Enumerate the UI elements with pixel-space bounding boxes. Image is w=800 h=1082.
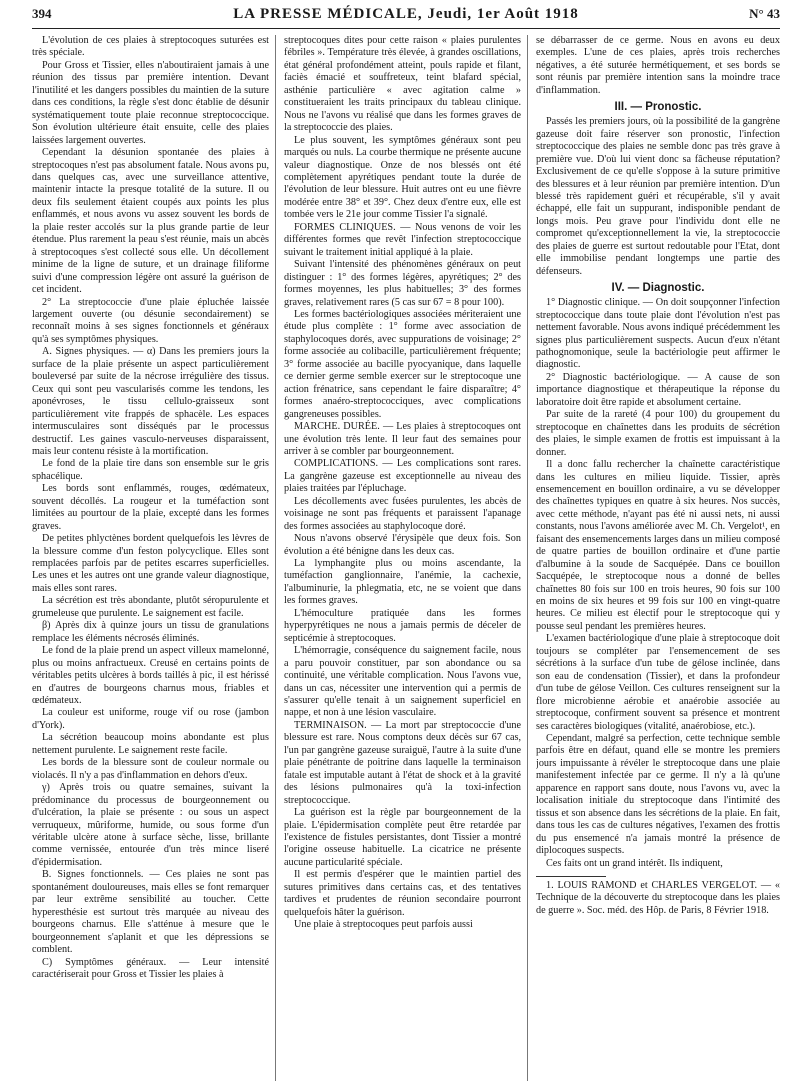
paragraph: Ces faits ont un grand intérêt. Ils indiquent, <box>546 857 723 869</box>
section-pronostic-title: III. — Pronostic. <box>614 101 702 114</box>
paragraph: 2° Diagnostic bactériologique. — A cause de son importance diagnostique et thérapeutique la réponse du laboratoire doit être rapide et absolument certaine. <box>536 371 780 408</box>
paragraph: La guérison est la règle par bourgeonnement de la plaie. L'épidermisation complète peut être retardée par l'existence de fistules persistantes, dont Tissier a montré l'origine osseuse habituelle. La cicatrice ne présente aucune particularité spéciale. <box>284 807 521 868</box>
paragraph: Une plaie à streptocoques peut parfois aussi <box>294 919 473 931</box>
paragraph: Suivant l'intensité des phénomènes généraux on peut distinguer : 1° des formes légères, apyrétiques; 2° des formes moyennes, les plus habituelles; 3° des formes graves, relativement rares (5 cas sur 67 = 8 pour 100). <box>284 259 521 308</box>
paragraph: Les formes bactériologiques associées mériteraient une étude plus complète : 1° forme avec association de staphylocoques dorés, avec suppurations de voisinage; 2° forme associée au colibacille, particulièrement fréquente; 3° forme associée au bacille pyocyanique, dans laquelle ce dernier germe semble exercer sur le streptocoque une action frénatrice, sans cependant le faire disparaître; 4° formes anaéro-streptococciques, avec complications gangreneuses possibles. <box>284 308 521 420</box>
footnote-divider <box>536 876 606 877</box>
paragraph: B. Signes fonctionnels. — Ces plaies ne sont pas spontanément douloureuses, mais elles se font remarquer par leur extrême sensibilité au toucher. Cette hyperesthésie est surtout très marquée au niveau des bourgeons charnus. Elle s'atténue à mesure que le bourgeonnement s'aplanit et que les dépressions se comblent. <box>32 869 269 956</box>
journal-title-line <box>92 6 720 23</box>
paragraph: β) Après dix à quinze jours un tissu de granulations remplace les éléments nécrosés éliminés. <box>32 620 269 644</box>
paragraph: L'examen bactériologique d'une plaie à streptocoque doit toujours se compléter par l'ensemencement de ses sécrétions à la surface d'un tube de gélose inclinée, dans son eau de condensation (Tissier), et dans la profondeur d'un tube de gélose Veillon. Ces cultures renseignent sur la flore microbienne aérobie et anaérobie associée au streptocoque, confirment souvent sa présence et montrent ses caractères biologiques (vitalité, anaérobiose, etc.). <box>536 633 780 732</box>
page-number: 394 <box>32 6 52 21</box>
paragraph: Pour Gross et Tissier, elles n'aboutiraient jamais à une réunion des tissus par première intention. Devant l'inutilité et les dangers possibles du maintien de la suture dans ces conditions, la règle s'est donc établie de désunir systématiquement toute plaie reconnue streptococcique. Son évolution ultérieure était ensuite, celle des plaies laissées largement ouvertes. <box>32 59 269 146</box>
section-diagnostic-title: IV. — Diagnostic. <box>611 282 705 295</box>
paragraph: A. Signes physiques. — α) Dans les premiers jours la surface de la plaie présente un aspect particulièrement bouleversé par suite de la nécrose irrégulière des tissus. Ceux qui sont peu vascularisés comme les tendons, les aponévroses, le tissu cellulo-graisseux sont particulièrement vite frappés de sphacèle. Les espaces intermusculaires sont disséqués par le processus destructif. Les gaines vasculo-nerveuses disparaissent, mais leur contenu résiste à la mortification. <box>32 346 269 457</box>
paragraph: Les décollements avec fusées purulentes, les abcès de voisinage ne sont pas fréquents et paraissent l'apanage des formes associées au staphylocoque doré. <box>284 495 521 532</box>
paragraph: Les bords sont enflammés, rouges, œdémateux, souvent décollés. La rougeur et la tuméfaction sont limitées au pourtour de la plaie, excepté dans les formes graves. <box>32 483 269 532</box>
paragraph: MARCHE. DURÉE. — Les plaies à streptocoques ont une évolution très lente. Il leur faut des semaines pour arriver à se combler par bourgeonnement. <box>284 421 521 457</box>
paragraph: L'évolution de ces plaies à streptocoques suturées est très spéciale. <box>32 35 269 59</box>
paragraph: Le fond de la plaie prend un aspect villeux mamelonné, plus ou moins anfractueux. Creusé en certains points de véritables petits ulcères à bords taillés à pic, il est hérissé en d'autres de bourgeons charnus mous, friables et œdémateux. <box>32 645 269 707</box>
paragraph: γ) Après trois ou quatre semaines, suivant la prédominance du processus de bourgeonnement ou d'ulcération, la plaie se présente : ou sous un aspect verruqueux, mûriforme, humide, ou sous forme d'un véritable ulcère atone à surface sèche, lisse, brillante comme vernissée, entourée d'un très mince liseré d'épidermisation. <box>32 782 269 868</box>
paragraph: streptocoques dites pour cette raison « plaies purulentes fébriles ». Température très élevée, à grandes oscillations, état général profondément atteint, pouls rapide et filant, faciès émacié et souffreteux, teint blafard spécial, asthénie particulière « avec agitation calme » constitueraient les traits principaux du tableau clinique. Nous ne l'avons vu réalisé que dans les formes graves de la streptococcie des plaies. <box>284 35 521 134</box>
paragraph: Cependant la désunion spontanée des plaies à streptocoques n'est pas absolument fatale. Nous avons pu, dans quelques cas, avec une surveillance attentive, maintenir intacte la presque totalité de la suture. Il ou deux fils seulement étaient coupés aux points les plus enflammés, et nous avons vu assez souvent les bords de la plaie rester accolés sur la plus grande partie de leur étendue. Plus rarement la peau s'est réunie, mais un abcès à streptocoques s'est collecté sous elle. Un décollement minime de la ligne de suture, et un drainage filiforme suivi d'une compression légère ont assuré la guérison de cet incident. <box>32 147 269 296</box>
paragraph: Le plus souvent, les symptômes généraux sont peu marqués ou nuls. La courbe thermique ne présente aucune valeur diagnostique. Onze de nos blessés ont été complètement apyrétiques pendant toute la durée de l'évolution de leur blessure. Huit autres ont eu une fièvre modérée entre 38° et 39°. Chez deux d'entre eux, elle est tombée vers le 21e jour comme Tissier l'a signalé. <box>284 134 521 221</box>
column-1 <box>32 35 276 1081</box>
paragraph: Il a donc fallu rechercher la chaînette caractéristique dans les cultures en milieu liquide. Tissier, après ensemencement en bouillon ordinaire, a vu se développer des chaînettes typiques en quatre à six heures. Nos succès, avec cette méthode, n'ayant pas été ni aussi nets, ni aussi constants, nous l'avons améliorée avec M. Ch. Vergelot¹, en faisant des ensemencements larges dans un milieu composé de quatre parties de bouillon ordinaire et d'une partie d'albumine à la soude de Sacquépée. Dans ce bouillon Sacquépée, le streptocoque nous a donné de belles chaînettes 80 fois sur 100 en trois heures, 90 fois sur 100 en moins de six heures et 99 fois sur 100 en vingt-quatre heures. Ce milieu est électif pour le streptocoque qui y pousse seul pendant les premières heures. <box>536 459 780 632</box>
paragraph: 1° Diagnostic clinique. — On doit soupçonner l'infection streptococcique dans toute plaie dont l'évolution n'est pas nettement favorable. Nous avons indiqué précédemment les signes plus particulièrement suspects. Aucun d'eux n'étant pathognomonique, seule la bactériologie peut affirmer le diagnostic. <box>536 297 780 371</box>
paragraph: COMPLICATIONS. — Les complications sont rares. La gangrène gazeuse est exceptionnelle au niveau des plaies traitées par l'épluchage. <box>284 458 521 495</box>
issue-date: Jeudi, 1er Août 1918 <box>427 6 579 22</box>
journal-title: LA PRESSE MÉDICALE, <box>233 6 423 22</box>
issue-number: N° 43 <box>749 6 780 21</box>
paragraph: Nous n'avons observé l'érysipèle que deux fois. Son évolution a été bénigne dans les deux cas. <box>284 533 521 557</box>
paragraph: TERMINAISON. — La mort par streptococcie d'une blessure est rare. Nous comptons deux décès sur 67 cas, l'un par gangrène gazeuse suraiguë, l'autre à la suite d'une plaie pénétrante de poitrine dans laquelle la terminaison fatale est imputable autant à l'état de shock et à la gravité des lésions pulmonaires qu'à la toxi-infection streptococcique. <box>284 719 521 806</box>
column-3-intro: se débarrasser de ce germe. Nous en avons eu deux exemples. L'une de ces plaies, après trois recherches négatives, a été suturée hermétiquement, et ses bords se sont réunis par première intention sans la moindre trace d'inflammation. <box>536 35 780 96</box>
paragraph: Les bords de la blessure sont de couleur normale ou violacés. Il n'y a pas d'inflammation en dehors d'eux. <box>32 757 269 781</box>
footnote: 1. LOUIS RAMOND et CHARLES VERGELOT. — « Technique de la découverte du streptocoque dans les plaies de guerre ». Soc. méd. des Hôp. de Paris, 8 Février 1918. <box>536 880 780 916</box>
paragraph: C) Symptômes généraux. — Leur intensité caractériserait pour Gross et Tissier les plaies à <box>32 956 269 980</box>
paragraph: La sécrétion est très abondante, plutôt séropurulente et grumeleuse que purulente. Le saignement est facile. <box>32 595 269 619</box>
paragraph: L'hémoculture pratiquée dans les formes hyperpyrétiques ne nous a jamais permis de déceler de septicémie à streptocoques. <box>284 607 521 644</box>
column-2 <box>284 35 528 1081</box>
article-body <box>32 35 780 1081</box>
paragraph: 2° La streptococcie d'une plaie épluchée laissée largement ouverte (ou désunie secondairement) se reconnaît moins à ses signes fonctionnels et généraux qu'à ses symptômes physiques. <box>32 296 269 345</box>
section-pronostic-body <box>536 116 780 278</box>
paragraph: Par suite de la rareté (4 pour 100) du groupement du streptocoque en chaînettes dans les produits de sécrétion des plaies, le simple examen de frottis est impuissant à la donner. <box>536 409 780 458</box>
paragraph: La sécrétion beaucoup moins abondante est plus nettement purulente. Le saignement reste facile. <box>32 732 269 756</box>
column-3 <box>536 35 780 1081</box>
section-diagnostic-body <box>536 297 780 870</box>
paragraph: Il est permis d'espérer que le maintien partiel des sutures primitives dans certains cas, et des tentatives tardives et prudentes de réunion secondaire pourront quelquefois hâter la guérison. <box>284 869 521 918</box>
paragraph: Cependant, malgré sa perfection, cette technique semble parfois être en défaut, quand elle se montre les premiers jours impuissante à révéler le streptocoque dans une plaie manifestement infectée par ce germe. Il n'y a là qu'une apparence en rapport sans doute, nous l'avons vu, avec la localisation initiale du streptocoque dans l'intimité des tissus et son absence dans les sécrétions de la plaie. En fait, dans tous les cas de cultures négatives, l'examen des frottis du pus ensemencé n'a jamais montré la présence de diplocoques suspects. <box>536 733 780 857</box>
paragraph: De petites phlyctènes bordent quelquefois les lèvres de la blessure comme d'un feston polycyclique. Elles sont remplacées parfois par de petites escarres superficielles. Les unes et les autres ont une grande valeur diagnostique, mais elles sont rares. <box>32 533 269 594</box>
paragraph: Passés les premiers jours, où la possibilité de la gangrène gazeuse doit faire réserver son pronostic, l'infection streptococcique des plaies ne semble donc pas très grave à première vue. D'où lui vient donc sa fâcheuse réputation? Exclusivement de ce qu'elle s'oppose à la suture primitive des blessures et à leur réunion par première intention. D'un blessé très rapidement guéri et récupérable, s'il y avait échappé, elle fait un suppurant, indisponible pendant de longs mois. Peu grave pour l'individu dont elle ne compromet qu'exceptionnellement la vie, la streptococcie des plaies de guerre est surtout redoutable pour l'Etat, dont elle immobilise pendant longtemps une partie des défenseurs. <box>536 116 780 277</box>
paragraph: Le fond de la plaie tire dans son ensemble sur le gris sphacélique. <box>32 458 269 482</box>
paragraph: FORMES CLINIQUES. — Nous venons de voir les différentes formes que revêt l'infection streptococcique suivant le traitement initial appliqué à la plaie. <box>284 221 521 258</box>
paragraph: L'hémorragie, conséquence du saignement facile, nous a paru pouvoir constituer, par son abondance ou sa continuité, une véritable complication. Nous l'avons vue, dans un cas, nécessiter une intervention qui a permis de s'assurer qu'elle tenait à un saignement superficiel en nappe, et non à une lésion vasculaire. <box>284 645 521 719</box>
page-header <box>32 6 780 29</box>
paragraph: La lymphangite plus ou moins ascendante, la tuméfaction ganglionnaire, l'anémie, la cachexie, l'albuminurie, la phlegmatia, etc, ne se voient que dans les formes graves. <box>284 558 521 607</box>
paragraph: La couleur est uniforme, rouge vif ou rose (jambon d'York). <box>32 707 269 731</box>
